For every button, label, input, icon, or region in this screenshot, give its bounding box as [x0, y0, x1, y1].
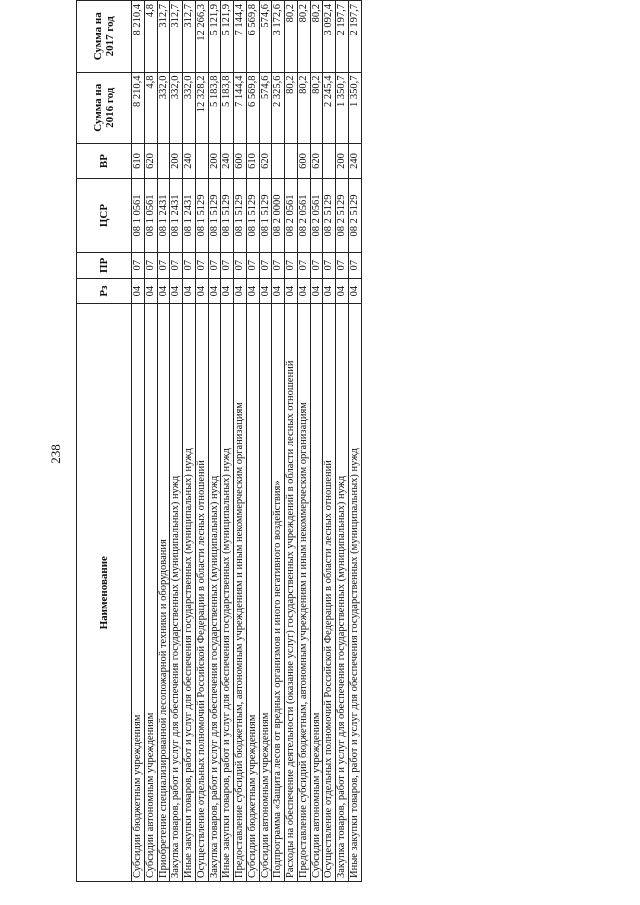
cell-sum-2016: 80,2 — [310, 72, 323, 143]
table-row — [221, 1, 234, 882]
cell-sum-2016: 80,2 — [285, 72, 298, 143]
cell-vr: 610 — [246, 143, 259, 178]
header-csr: ЦСР — [77, 179, 132, 253]
cell-name: Приобретение специализированной лесопожарной техники и оборудования — [157, 304, 170, 882]
cell-vr: 620 — [310, 143, 323, 178]
cell-name: Иные закупки товаров, работ и услуг для обеспечения государственных (муниципальных) нужд — [348, 304, 361, 882]
cell-csr: 08 2 0000 — [272, 179, 285, 253]
table-row — [144, 1, 157, 882]
cell-sum-2016: 1 350,7 — [336, 72, 349, 143]
table-row — [348, 1, 361, 882]
cell-name: Субсидии бюджетным учреждениям — [246, 304, 259, 882]
table-row — [195, 1, 208, 882]
budget-table-sheet — [76, 0, 609, 882]
cell-name: Предоставление субсидий бюджетным, автономным учреждениям и иным некоммерческим организациям — [297, 304, 310, 882]
cell-name: Закупка товаров, работ и услуг для обеспечения государственных (муниципальных) нужд — [170, 304, 183, 882]
cell-rz: 04 — [183, 278, 196, 304]
cell-name: Закупка товаров, работ и услуг для обеспечения государственных (муниципальных) нужд — [208, 304, 221, 882]
cell-sum-2017: 4,8 — [144, 1, 157, 73]
cell-pr: 07 — [272, 252, 285, 278]
cell-name: Субсидии автономным учреждениям — [144, 304, 157, 882]
cell-rz: 04 — [259, 278, 272, 304]
table-row — [208, 1, 221, 882]
cell-sum-2016: 332,0 — [170, 72, 183, 143]
cell-rz: 04 — [157, 278, 170, 304]
cell-rz: 04 — [348, 278, 361, 304]
cell-sum-2016: 7 144,4 — [234, 72, 247, 143]
cell-sum-2016: 5 183,8 — [221, 72, 234, 143]
cell-sum-2016: 2 245,4 — [323, 72, 336, 143]
cell-csr: 08 1 5129 — [234, 179, 247, 253]
cell-name: Субсидии автономным учреждениям — [310, 304, 323, 882]
cell-vr — [272, 143, 285, 178]
table-header-row — [77, 1, 132, 882]
table-row — [285, 1, 298, 882]
cell-sum-2017: 80,2 — [285, 1, 298, 73]
cell-pr: 07 — [170, 252, 183, 278]
cell-vr: 610 — [132, 143, 145, 178]
table-row — [246, 1, 259, 882]
cell-pr: 07 — [348, 252, 361, 278]
cell-pr: 07 — [157, 252, 170, 278]
cell-vr: 240 — [348, 143, 361, 178]
cell-pr: 07 — [144, 252, 157, 278]
cell-csr: 08 1 0561 — [144, 179, 157, 253]
cell-sum-2017: 312,7 — [157, 1, 170, 73]
cell-rz: 04 — [246, 278, 259, 304]
cell-csr: 08 1 5129 — [246, 179, 259, 253]
cell-csr: 08 2 5129 — [323, 179, 336, 253]
cell-name: Иные закупки товаров, работ и услуг для обеспечения государственных (муниципальных) нужд — [183, 304, 196, 882]
table-row — [259, 1, 272, 882]
cell-vr: 600 — [297, 143, 310, 178]
cell-rz: 04 — [208, 278, 221, 304]
header-pr: ПР — [77, 252, 132, 278]
header-sum-2016: Сумма на 2016 год — [77, 72, 132, 143]
cell-vr — [157, 143, 170, 178]
cell-pr: 07 — [259, 252, 272, 278]
cell-csr: 08 2 0561 — [297, 179, 310, 253]
cell-pr: 07 — [183, 252, 196, 278]
cell-name: Субсидии автономным учреждениям — [259, 304, 272, 882]
cell-csr: 08 1 2431 — [157, 179, 170, 253]
cell-sum-2017: 312,7 — [183, 1, 196, 73]
cell-csr: 08 2 0561 — [285, 179, 298, 253]
cell-name: Расходы на обеспечение деятельности (оказание услуг) государственных учреждений в области лесных отношений — [285, 304, 298, 882]
header-rz: Рз — [77, 278, 132, 304]
cell-vr: 240 — [183, 143, 196, 178]
cell-rz: 04 — [285, 278, 298, 304]
cell-vr: 200 — [336, 143, 349, 178]
cell-rz: 04 — [272, 278, 285, 304]
cell-sum-2016: 574,6 — [259, 72, 272, 143]
cell-rz: 04 — [221, 278, 234, 304]
cell-vr: 600 — [234, 143, 247, 178]
table-row — [132, 1, 145, 882]
cell-csr: 08 1 5129 — [195, 179, 208, 253]
table-row — [183, 1, 196, 882]
cell-pr: 07 — [336, 252, 349, 278]
cell-sum-2016: 1 350,7 — [348, 72, 361, 143]
cell-sum-2016: 5 183,8 — [208, 72, 221, 143]
cell-pr: 07 — [246, 252, 259, 278]
cell-name: Субсидии бюджетным учреждениям — [132, 304, 145, 882]
header-name: Наименование — [77, 304, 132, 882]
cell-pr: 07 — [234, 252, 247, 278]
cell-vr: 240 — [221, 143, 234, 178]
cell-sum-2016: 332,0 — [183, 72, 196, 143]
cell-sum-2017: 5 121,9 — [208, 1, 221, 73]
cell-sum-2017: 3 172,6 — [272, 1, 285, 73]
cell-csr: 08 1 0561 — [132, 179, 145, 253]
cell-vr — [195, 143, 208, 178]
table-row — [234, 1, 247, 882]
cell-rz: 04 — [170, 278, 183, 304]
cell-name: Предоставление субсидий бюджетным, автономным учреждениям и иным некоммерческим организациям — [234, 304, 247, 882]
cell-rz: 04 — [132, 278, 145, 304]
table-row — [336, 1, 349, 882]
cell-name: Иные закупки товаров, работ и услуг для обеспечения государственных (муниципальных) нужд — [221, 304, 234, 882]
cell-sum-2016: 80,2 — [297, 72, 310, 143]
cell-sum-2017: 80,2 — [310, 1, 323, 73]
cell-rz: 04 — [195, 278, 208, 304]
cell-sum-2017: 312,7 — [170, 1, 183, 73]
cell-rz: 04 — [336, 278, 349, 304]
cell-csr: 08 2 5129 — [336, 179, 349, 253]
cell-vr: 200 — [208, 143, 221, 178]
cell-vr: 620 — [144, 143, 157, 178]
cell-sum-2016: 332,0 — [157, 72, 170, 143]
cell-rz: 04 — [234, 278, 247, 304]
cell-vr — [285, 143, 298, 178]
cell-sum-2017: 5 121,9 — [221, 1, 234, 73]
cell-csr: 08 1 2431 — [170, 179, 183, 253]
cell-rz: 04 — [144, 278, 157, 304]
cell-name: Осуществление отдельных полномочий Российской Федерации в области лесных отношений — [323, 304, 336, 882]
cell-pr: 07 — [310, 252, 323, 278]
cell-csr: 08 2 0561 — [310, 179, 323, 253]
page-number: 238 — [48, 444, 63, 464]
cell-pr: 07 — [221, 252, 234, 278]
table-body — [132, 1, 362, 882]
cell-pr: 07 — [132, 252, 145, 278]
cell-pr: 07 — [285, 252, 298, 278]
cell-sum-2016: 2 325,6 — [272, 72, 285, 143]
cell-sum-2017: 2 197,7 — [336, 1, 349, 73]
table-row — [297, 1, 310, 882]
cell-pr: 07 — [208, 252, 221, 278]
header-vr: ВР — [77, 143, 132, 178]
cell-vr: 620 — [259, 143, 272, 178]
cell-vr: 200 — [170, 143, 183, 178]
cell-sum-2017: 80,2 — [297, 1, 310, 73]
cell-csr: 08 1 5129 — [221, 179, 234, 253]
table-row — [157, 1, 170, 882]
cell-sum-2017: 6 569,8 — [246, 1, 259, 73]
cell-rz: 04 — [323, 278, 336, 304]
cell-sum-2017: 3 092,4 — [323, 1, 336, 73]
cell-sum-2016: 6 569,8 — [246, 72, 259, 143]
cell-vr — [323, 143, 336, 178]
table-row — [310, 1, 323, 882]
cell-name: Закупка товаров, работ и услуг для обеспечения государственных (муниципальных) нужд — [336, 304, 349, 882]
cell-sum-2017: 2 197,7 — [348, 1, 361, 73]
table-row — [272, 1, 285, 882]
cell-sum-2016: 12 328,2 — [195, 72, 208, 143]
cell-csr: 08 1 5129 — [259, 179, 272, 253]
cell-csr: 08 1 5129 — [208, 179, 221, 253]
cell-name: Подпрограмма «Защита лесов от вредных организмов и иного негативного воздействия» — [272, 304, 285, 882]
cell-rz: 04 — [297, 278, 310, 304]
table-row — [323, 1, 336, 882]
cell-pr: 07 — [323, 252, 336, 278]
cell-sum-2016: 8 210,4 — [132, 72, 145, 143]
cell-csr: 08 1 2431 — [183, 179, 196, 253]
cell-sum-2017: 7 144,4 — [234, 1, 247, 73]
cell-csr: 08 2 5129 — [348, 179, 361, 253]
cell-sum-2017: 8 210,4 — [132, 1, 145, 73]
table-row — [170, 1, 183, 882]
cell-pr: 07 — [195, 252, 208, 278]
cell-name: Осуществление отдельных полномочий Российской Федерации в области лесных отношений — [195, 304, 208, 882]
cell-pr: 07 — [297, 252, 310, 278]
cell-sum-2017: 574,6 — [259, 1, 272, 73]
cell-sum-2016: 4,8 — [144, 72, 157, 143]
header-sum-2017: Сумма на 2017 год — [77, 1, 132, 73]
cell-sum-2017: 12 266,3 — [195, 1, 208, 73]
budget-table — [76, 0, 362, 882]
cell-rz: 04 — [310, 278, 323, 304]
